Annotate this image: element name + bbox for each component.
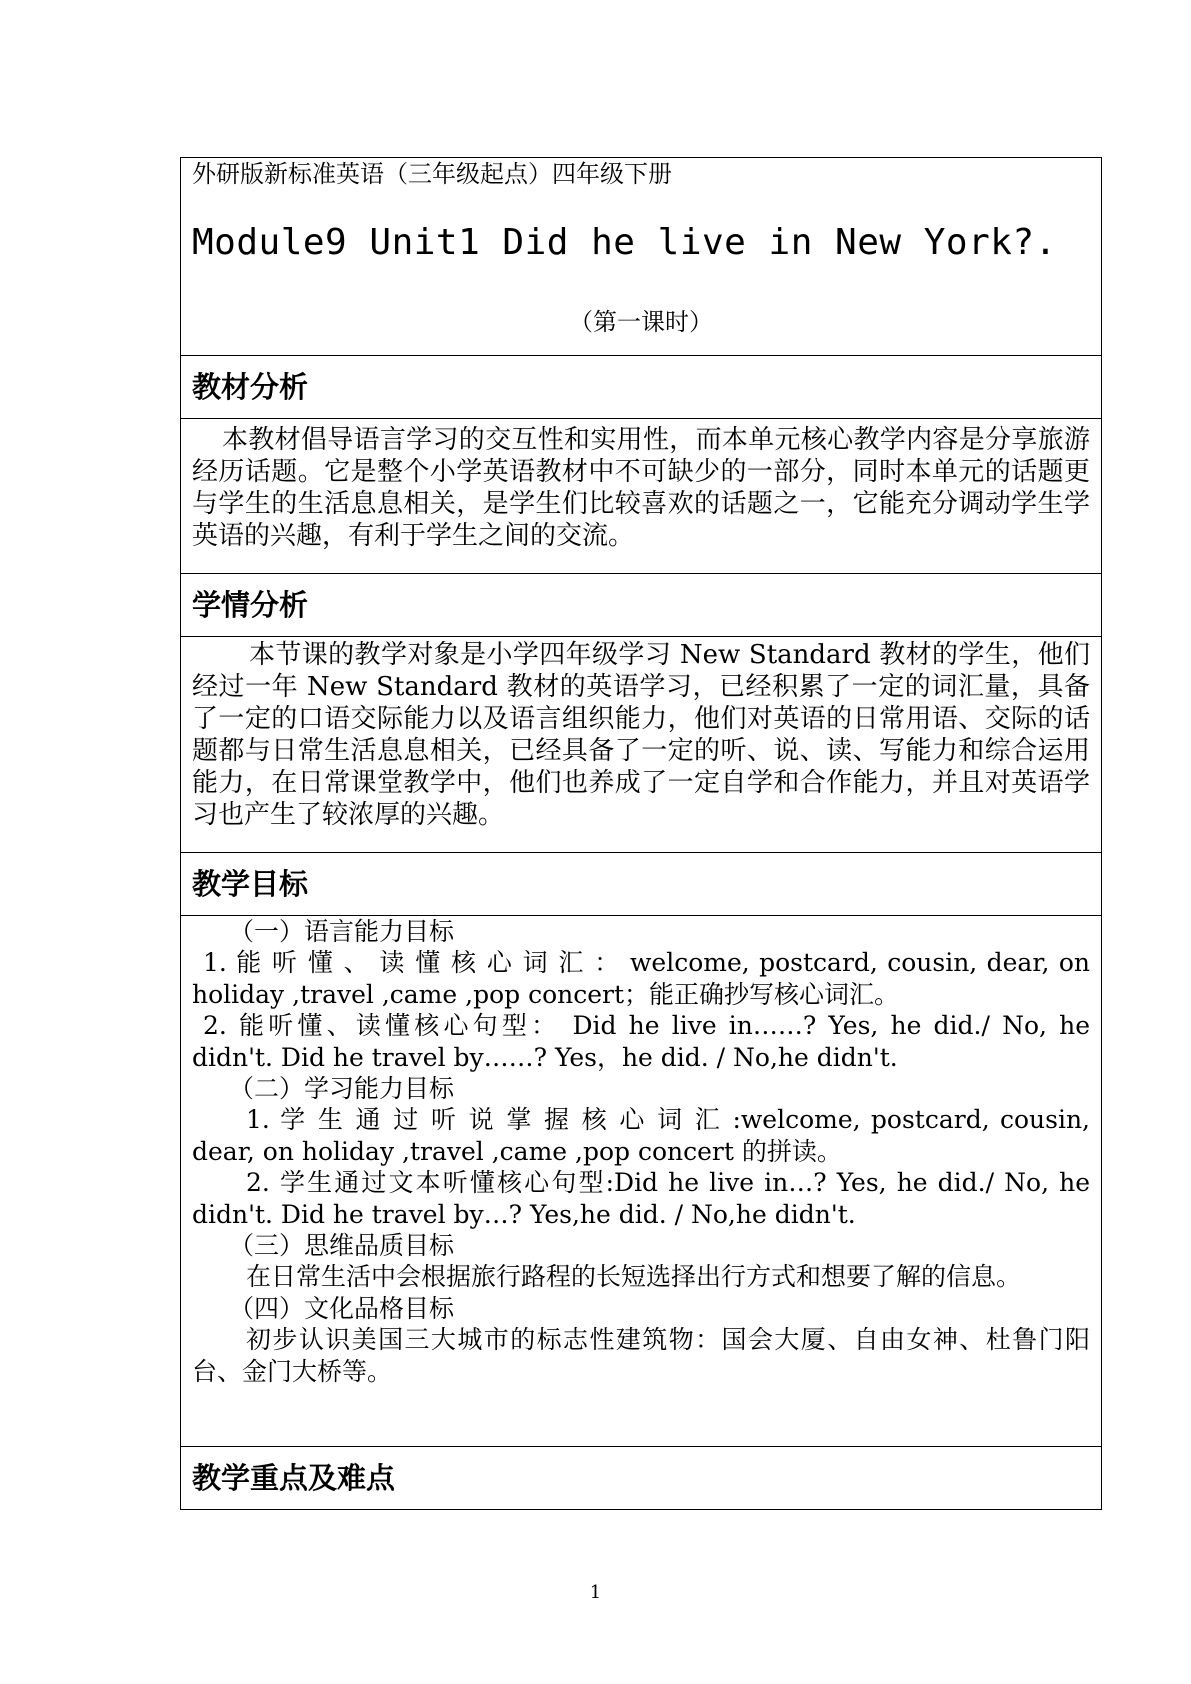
goal-item: 1. 能 听 懂 、 读 懂 核 心 词 汇 ： welcome, postcard, cousin, dear, on holiday ,travel ,came ,pop concert；能正确抄写核心词汇。 [192,948,1090,1009]
goal-item: 2. 能听懂、读懂核心句型： Did he live in……? Yes, he did./ No, he didn't. Did he travel by……? Yes，he did. / No,he didn't. [192,1011,1090,1072]
section-title: 教材分析 [192,370,309,404]
section-header-student-analysis [181,574,1102,637]
section-title: 学情分析 [192,588,309,622]
goal-section-heading: （四）文化品格目标 [229,1293,455,1323]
textbook-analysis-body: 本教材倡导语言学习的交互性和实用性，而本单元核心教学内容是分享旅游经历话题。它是整个小学英语教材中不可缺少的一部分，同时本单元的话题更与学生的生活息息相关，是学生们比较喜欢的话题之一，它能充分调动学生学英语的兴趣，有利于学生之间的交流。 [192,425,1090,551]
goal-item: 2. 学生通过文本听懂核心句型:Did he live in…? Yes, he did./ No, he didn't. Did he travel by…? Yes,he did. / No,he didn't. [192,1168,1090,1229]
page-number: 1 [589,1582,602,1603]
section-header-teaching-goals [181,853,1102,916]
goal-item: 初步认识美国三大城市的标志性建筑物：国会大厦、自由女神、杜鲁门阳台、金门大桥等。 [192,1325,1090,1386]
book-title: 外研版新标准英语（三年级起点）四年级下册 [192,160,672,188]
goal-section-heading: （一）语言能力目标 [229,917,455,946]
period-label: （第一课时） [569,308,713,336]
section-title: 教学目标 [192,867,309,901]
section-header-key-points [181,1447,1102,1510]
header-cell [181,158,1102,356]
teaching-goals-cell [181,916,1102,1447]
lesson-plan-table [180,157,1102,1510]
section-header-textbook-analysis [181,356,1102,419]
goal-item: 在日常生活中会根据旅行路程的长短选择出行方式和想要了解的信息。 [246,1262,1022,1292]
goal-item: 1. 学 生 通 过 听 说 掌 握 核 心 词 汇 :welcome, postcard, cousin, dear, on holiday ,travel ,came ,pop concert 的拼读。 [192,1105,1090,1166]
teaching-goals-body [192,916,1090,1387]
student-analysis-body: 本节课的教学对象是小学四年级学习 New Standard 教材的学生，他们经过一年 New Standard 教材的英语学习，已经积累了一定的词汇量，具备了一定的口语交际能力以及语言组织能力，他们对英语的日常用语、交际的话题都与日常生活息息相关，已经具备了一定的听、说、读、写能力和综合运用能力，在日常课堂教学中，他们也养成了一定自学和合作能力，并且对英语学习也产生了较浓厚的兴趣。 [192,640,1090,830]
lesson-title: Module9 Unit1 Did he live in New York?. [192,222,1057,263]
section-title: 教学重点及难点 [192,1461,396,1495]
student-analysis-cell [181,637,1102,853]
goal-section-heading: （三）思维品质目标 [229,1231,455,1261]
goal-section-heading: （二）学习能力目标 [229,1074,455,1104]
textbook-analysis-cell [181,419,1102,574]
